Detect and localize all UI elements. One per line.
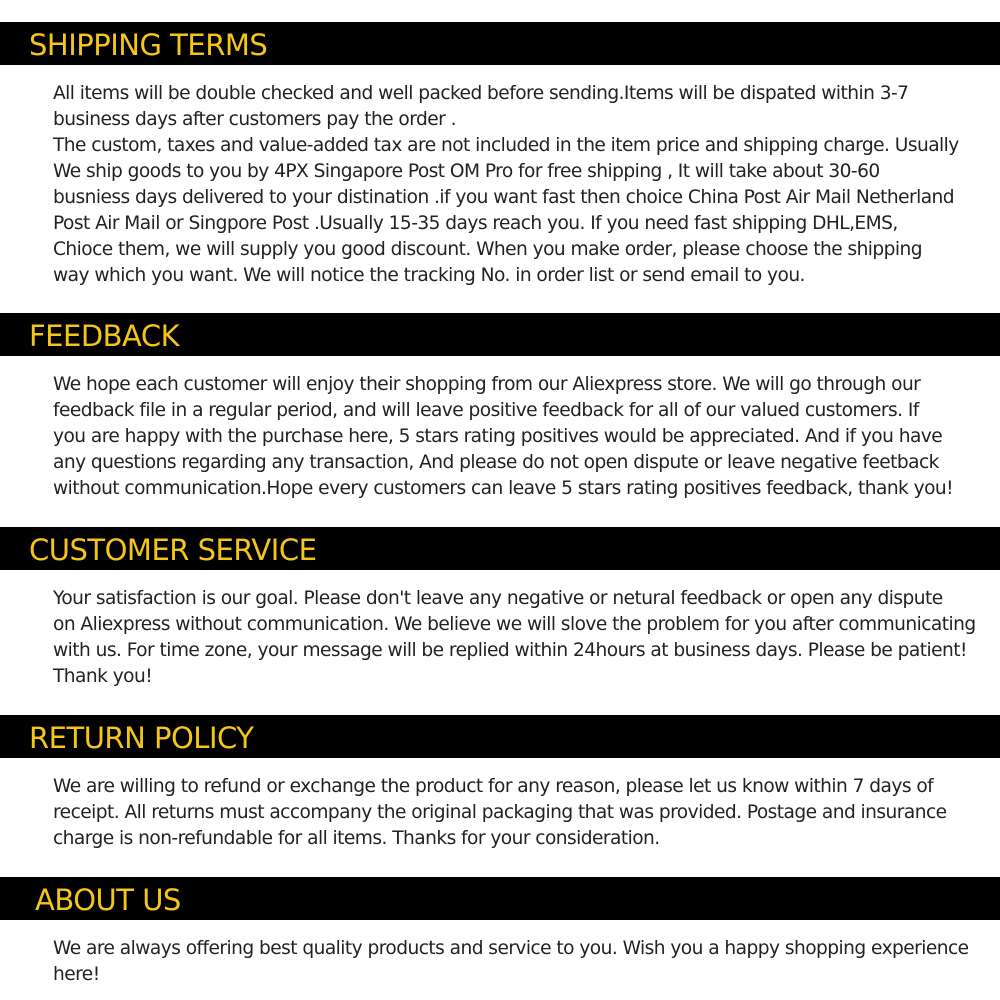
text-line: here! bbox=[53, 964, 100, 985]
text-line: All items will be double checked and well packed before sending.Items will be dispated within 3-7 bbox=[53, 83, 909, 104]
text-line: We are always offering best quality products and service to you. Wish you a happy shopping experience bbox=[53, 938, 969, 959]
text-line: We are willing to refund or exchange the product for any reason, please let us know within 7 days of bbox=[53, 776, 934, 797]
section-body-shipping-terms bbox=[53, 81, 993, 289]
section-body-return-policy bbox=[53, 774, 993, 852]
text-line: without communication.Hope every customers can leave 5 stars rating positives feedback, thank you! bbox=[53, 478, 954, 499]
text-line: The custom, taxes and value-added tax are not included in the item price and shipping charge. Usually bbox=[53, 135, 959, 156]
section-title: RETURN POLICY bbox=[29, 721, 254, 755]
section-body-feedback bbox=[53, 372, 993, 502]
text-line: feedback file in a regular period, and will leave positive feedback for all of our valued customers. If bbox=[53, 400, 919, 421]
section-header-about-us bbox=[0, 877, 1000, 920]
section-body-customer-service bbox=[53, 586, 993, 690]
section-title: CUSTOMER SERVICE bbox=[29, 533, 317, 567]
text-line: We hope each customer will enjoy their shopping from our Aliexpress store. We will go through our bbox=[53, 374, 921, 395]
text-line: receipt. All returns must accompany the original packaging that was provided. Postage and insurance bbox=[53, 802, 947, 823]
section-header-customer-service bbox=[0, 527, 1000, 570]
section-title: ABOUT US bbox=[35, 883, 181, 917]
text-line: on Aliexpress without communication. We believe we will slove the problem for you after communicating bbox=[53, 614, 976, 635]
text-line: any questions regarding any transaction, And please do not open dispute or leave negative feetback bbox=[53, 452, 939, 473]
text-line: you are happy with the purchase here, 5 stars rating positives would be appreciated. And if you have bbox=[53, 426, 943, 447]
text-line: with us. For time zone, your message will be replied within 24hours at business days. Please be patient! bbox=[53, 640, 967, 661]
text-line: Post Air Mail or Singpore Post .Usually 15-35 days reach you. If you need fast shipping DHL,EMS, bbox=[53, 213, 898, 234]
text-line: busniess days delivered to your distination .if you want fast then choice China Post Air Mail Netherland bbox=[53, 187, 955, 208]
text-line: Thank you! bbox=[53, 666, 153, 687]
section-header-feedback bbox=[0, 313, 1000, 356]
section-title: SHIPPING TERMS bbox=[29, 28, 268, 62]
section-body-about-us bbox=[53, 936, 993, 988]
text-line: business days after customers pay the order . bbox=[53, 109, 456, 130]
section-title: FEEDBACK bbox=[29, 319, 180, 353]
text-line: Chioce them, we will supply you good discount. When you make order, please choose the shipping bbox=[53, 239, 923, 260]
section-header-return-policy bbox=[0, 715, 1000, 758]
text-line: way which you want. We will notice the tracking No. in order list or send email to you. bbox=[53, 265, 805, 286]
text-line: Your satisfaction is our goal. Please don't leave any negative or netural feedback or open any dispute bbox=[53, 588, 943, 609]
section-header-shipping-terms bbox=[0, 22, 1000, 65]
text-line: We ship goods to you by 4PX Singapore Post OM Pro for free shipping , It will take about 30-60 bbox=[53, 161, 880, 182]
text-line: charge is non-refundable for all items. Thanks for your consideration. bbox=[53, 828, 660, 849]
